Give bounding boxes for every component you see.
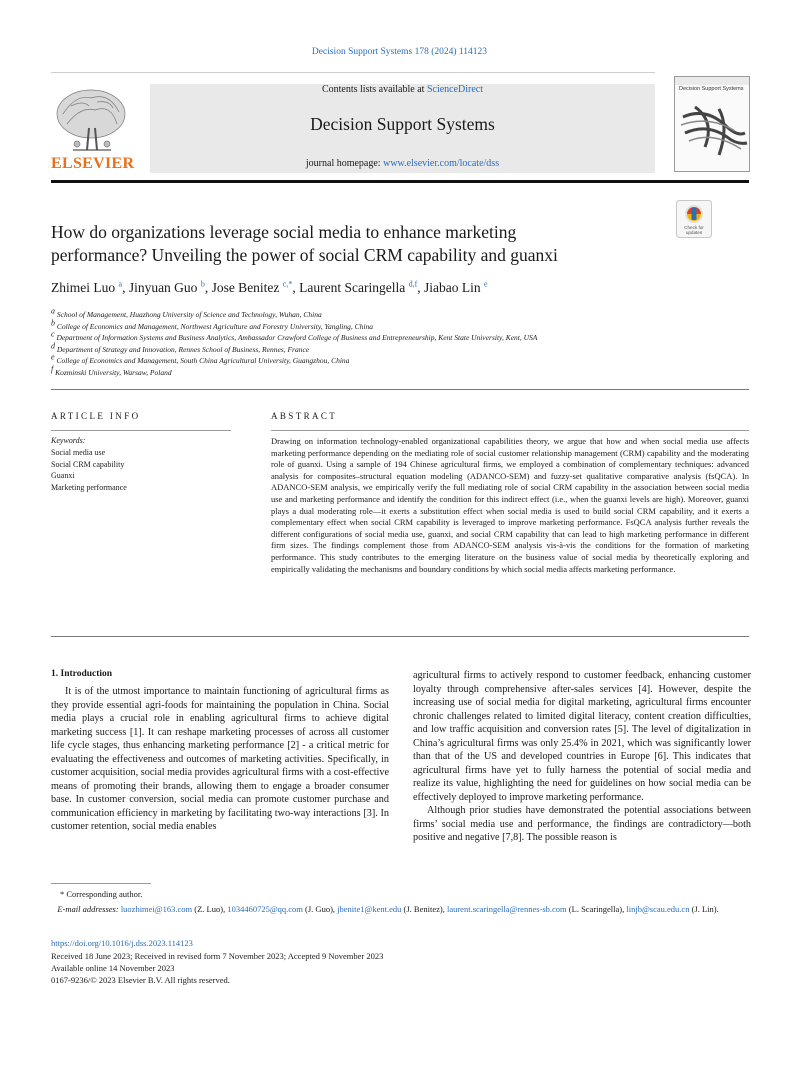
authors-line: Zhimei Luo $^a$, Jinyuan Guo $^b$, Jose Benitez $^{c,*}$, Laurent Scaringella $^{d,f}$, Jiabao Lin $^e$ [51,279,488,295]
affiliation-text: College of Economics and Management, South China Agricultural University, Guangzhou, China [56,356,350,365]
author-name: Laurent Scaringella [299,280,406,295]
body-column-right [413,669,751,845]
abstract-heading: ABSTRACT [271,411,338,421]
doi-link[interactable]: https://doi.org/10.1016/j.dss.2023.114123 [51,938,193,948]
author-name: Zhimei Luo [51,280,116,295]
abstract-text: Drawing on information technology-enabled organizational capabilities theory, we argue that how and when social media use affects marketing performance depending on the mediating role of social customer relationship management (CRM) capability and the moderating role of guanxi. Using a sample of 194 Chinese agricultural firms, we employed a combination of complementary techniques: advanced analysis for composites–structural equation modeling (ADANCO-SEM) and fuzzy-set qualitative comparative analysis (fsQCA). In ADANCO-SEM analysis, we empirically verify the full mediating role of social CRM capability in the association between social media use and marketing performance and identify the condition for this indirect effect (i.e., when the guanxi levels are high). Moreover, guanxi plays a dual moderating role—it exerts a substitution effect when social media is used to build social CRM capability, and it exerts a complementary effect when social CRM capability is leveraged to improve marketing performance. FsQCA analysis further reveals the different configurations of social media use, guanxi, and social CRM capability that can lead to high marketing performance in different firm sizes. The findings complement those from ADANCO-SEM analysis vis-à-vis the conditions for the formation of marketing performance. This study contributes to the emerging literature on the business value of social media by theoretically exploring and empirically validating the mechanisms and boundary conditions by which social media affects marketing performance. [271,436,749,574]
abstract-rule [271,430,749,431]
paper-title-line-2: performance? Unveiling the power of social CRM capability and guanxi [51,245,558,265]
keyword: Marketing performance [51,482,127,492]
body-column-left-paragraph: It is of the utmost importance to maintain functioning of agricultural firms as they provide essential agri-foods for maintaining the population in China. Social media plays a crucial role in enabling agricultural firms to achieve digital marketing success [1]. It can reshape marketing processes of across all customer life cycle stages, thus enhancing marketing performance [2] - a critical metric for evaluating the effectiveness and outcomes of marketing activities. Specifically, in customer acquisition, social media provides agricultural firms with a cost-effective means of promoting their brands, allowing them to engage a broader consumer base. In customer conversion, social media can promote customer purchase and communication efficiency in marketing by facilitating two-way interactions [3]. In customer retention, social media enables [51,686,389,832]
article-info-rule [51,430,231,431]
email-link[interactable]: luozhimei@163.com [120,904,193,914]
email-link[interactable]: linjb@scau.edu.cn [626,904,690,914]
author-affiliation-link[interactable]: b [200,279,205,289]
author-name: Jinyuan Guo [128,280,198,295]
keywords-label: Keywords: [51,436,86,445]
elsevier-wordmark: ELSEVIER [51,155,135,172]
email-owner: (J. Lin). [691,904,719,914]
affiliation [51,341,310,354]
sciencedirect-link[interactable]: ScienceDirect [426,84,484,95]
author-name: Jose Benitez [211,280,280,295]
affiliation-text: Department of Information Systems and Business Analytics, Ambassador Crawford College of Business and Entrepreneurship, Kent State University, Kent, USA [56,333,538,342]
copyright-line: 0167-9236/© 2023 Elsevier B.V. All rights reserved. [51,975,230,985]
cover-title: Decision Support Systems [679,86,744,92]
affiliation [51,318,373,331]
author-affiliation-link[interactable]: a [118,279,123,289]
received-dates: Received 18 June 2023; Received in revised form 7 November 2023; Accepted 9 November 2023 [51,951,384,961]
email-owner: (L. Scaringella), [568,904,625,914]
affiliation [51,306,322,319]
homepage-prefix: journal homepage: [305,158,384,169]
check-for-updates-icon[interactable] [676,200,712,238]
crossmark-label-2: updates [685,230,703,235]
affiliation-marker: b [51,318,55,327]
crossmark-label: Check for [684,225,704,230]
paper-title-line-1: How do organizations leverage social media to enhance marketing [51,222,517,242]
email-addresses [51,903,749,916]
author-name: Jiabao Lin [423,280,481,295]
paper-title [51,221,661,267]
affiliation [51,352,350,365]
affiliation-text: School of Management, Huazhong University of Science and Technology, Wuhan, China [56,310,322,319]
keyword: Social media use [51,448,106,457]
contents-prefix: Contents lists available at [321,84,427,95]
email-link[interactable]: jbenite1@kent.edu [337,904,402,914]
body-paragraph: Although prior studies have demonstrated the potential associations between firms’ social media use and performance, the findings are contradictory—both positive and negative [7,8]. The possible reason is [413,805,751,843]
article-info-heading: ARTICLE INFO [51,411,141,421]
keyword: Guanxi [51,471,75,480]
email-owner: (Z. Luo), [194,904,226,914]
email-link[interactable]: laurent.scaringella@rennes-sb.com [446,904,567,914]
email-link[interactable]: 1034460725@qq.com [227,904,303,914]
affiliation-text: Kozminski University, Warsaw, Poland [55,367,172,377]
affiliation-text: College of Economics and Management, Northwest Agriculture and Forestry University, Yangling, China [56,321,373,331]
affiliation-marker: a [51,306,55,316]
email-owner: (J. Benitez), [403,904,445,914]
affiliation-marker: f [51,364,54,373]
contents-line [150,84,655,95]
email-label: E-mail addresses: [57,904,119,914]
affiliation-marker: c [51,329,55,339]
author-affiliation-link[interactable]: e [483,279,488,289]
affiliation-marker: e [51,352,55,362]
journal-title: Decision Support Systems [310,114,495,134]
footnote-rule [51,883,151,884]
affiliation [51,329,538,342]
email-owner: (J. Guo), [305,904,336,914]
homepage-line [150,158,655,169]
keyword: Social CRM capability [51,459,125,469]
section-divider [51,636,749,637]
author-affiliation-link[interactable]: d,f [408,279,418,289]
author-affiliation-link[interactable]: c,* [282,279,293,289]
homepage-link[interactable]: www.elsevier.com/locate/dss [383,158,500,169]
affiliation [51,364,172,377]
section-divider [51,389,749,390]
header-bottom-rule [51,180,749,183]
body-paragraph: agricultural firms to actively respond to customer feedback, enhancing customer loyalty through comprehensive after-sales services [4]. However, despite the increasing use of social media for digital marketing, agricultural firms encounter chronic challenges related to limited digital literacy, content creation difficulties, and low traffic acquisition and conversion rates [5]. The level of digitalization in China’s agricultural firms was only 25.4% in 2021, which was significantly lower than that of the US and developed countries in Europe [6]. This indicates that agricultural firms have yet to fully harness the potential of social media and realize its value, highlighting the need for guidelines on how social media can be effectively deployed to improve marketing performance. [413,670,751,803]
affiliation-marker: d [51,341,55,350]
corresponding-author-note: * Corresponding author. [60,889,143,899]
journal-citation[interactable]: Decision Support Systems 178 (2024) 114123 [311,47,488,57]
section-heading-introduction: 1. Introduction [51,669,113,679]
available-online: Available online 14 November 2023 [51,963,175,973]
header-top-rule [51,72,655,73]
affiliation-text: Department of Strategy and Innovation, Rennes School of Business, Rennes, France [56,344,310,354]
